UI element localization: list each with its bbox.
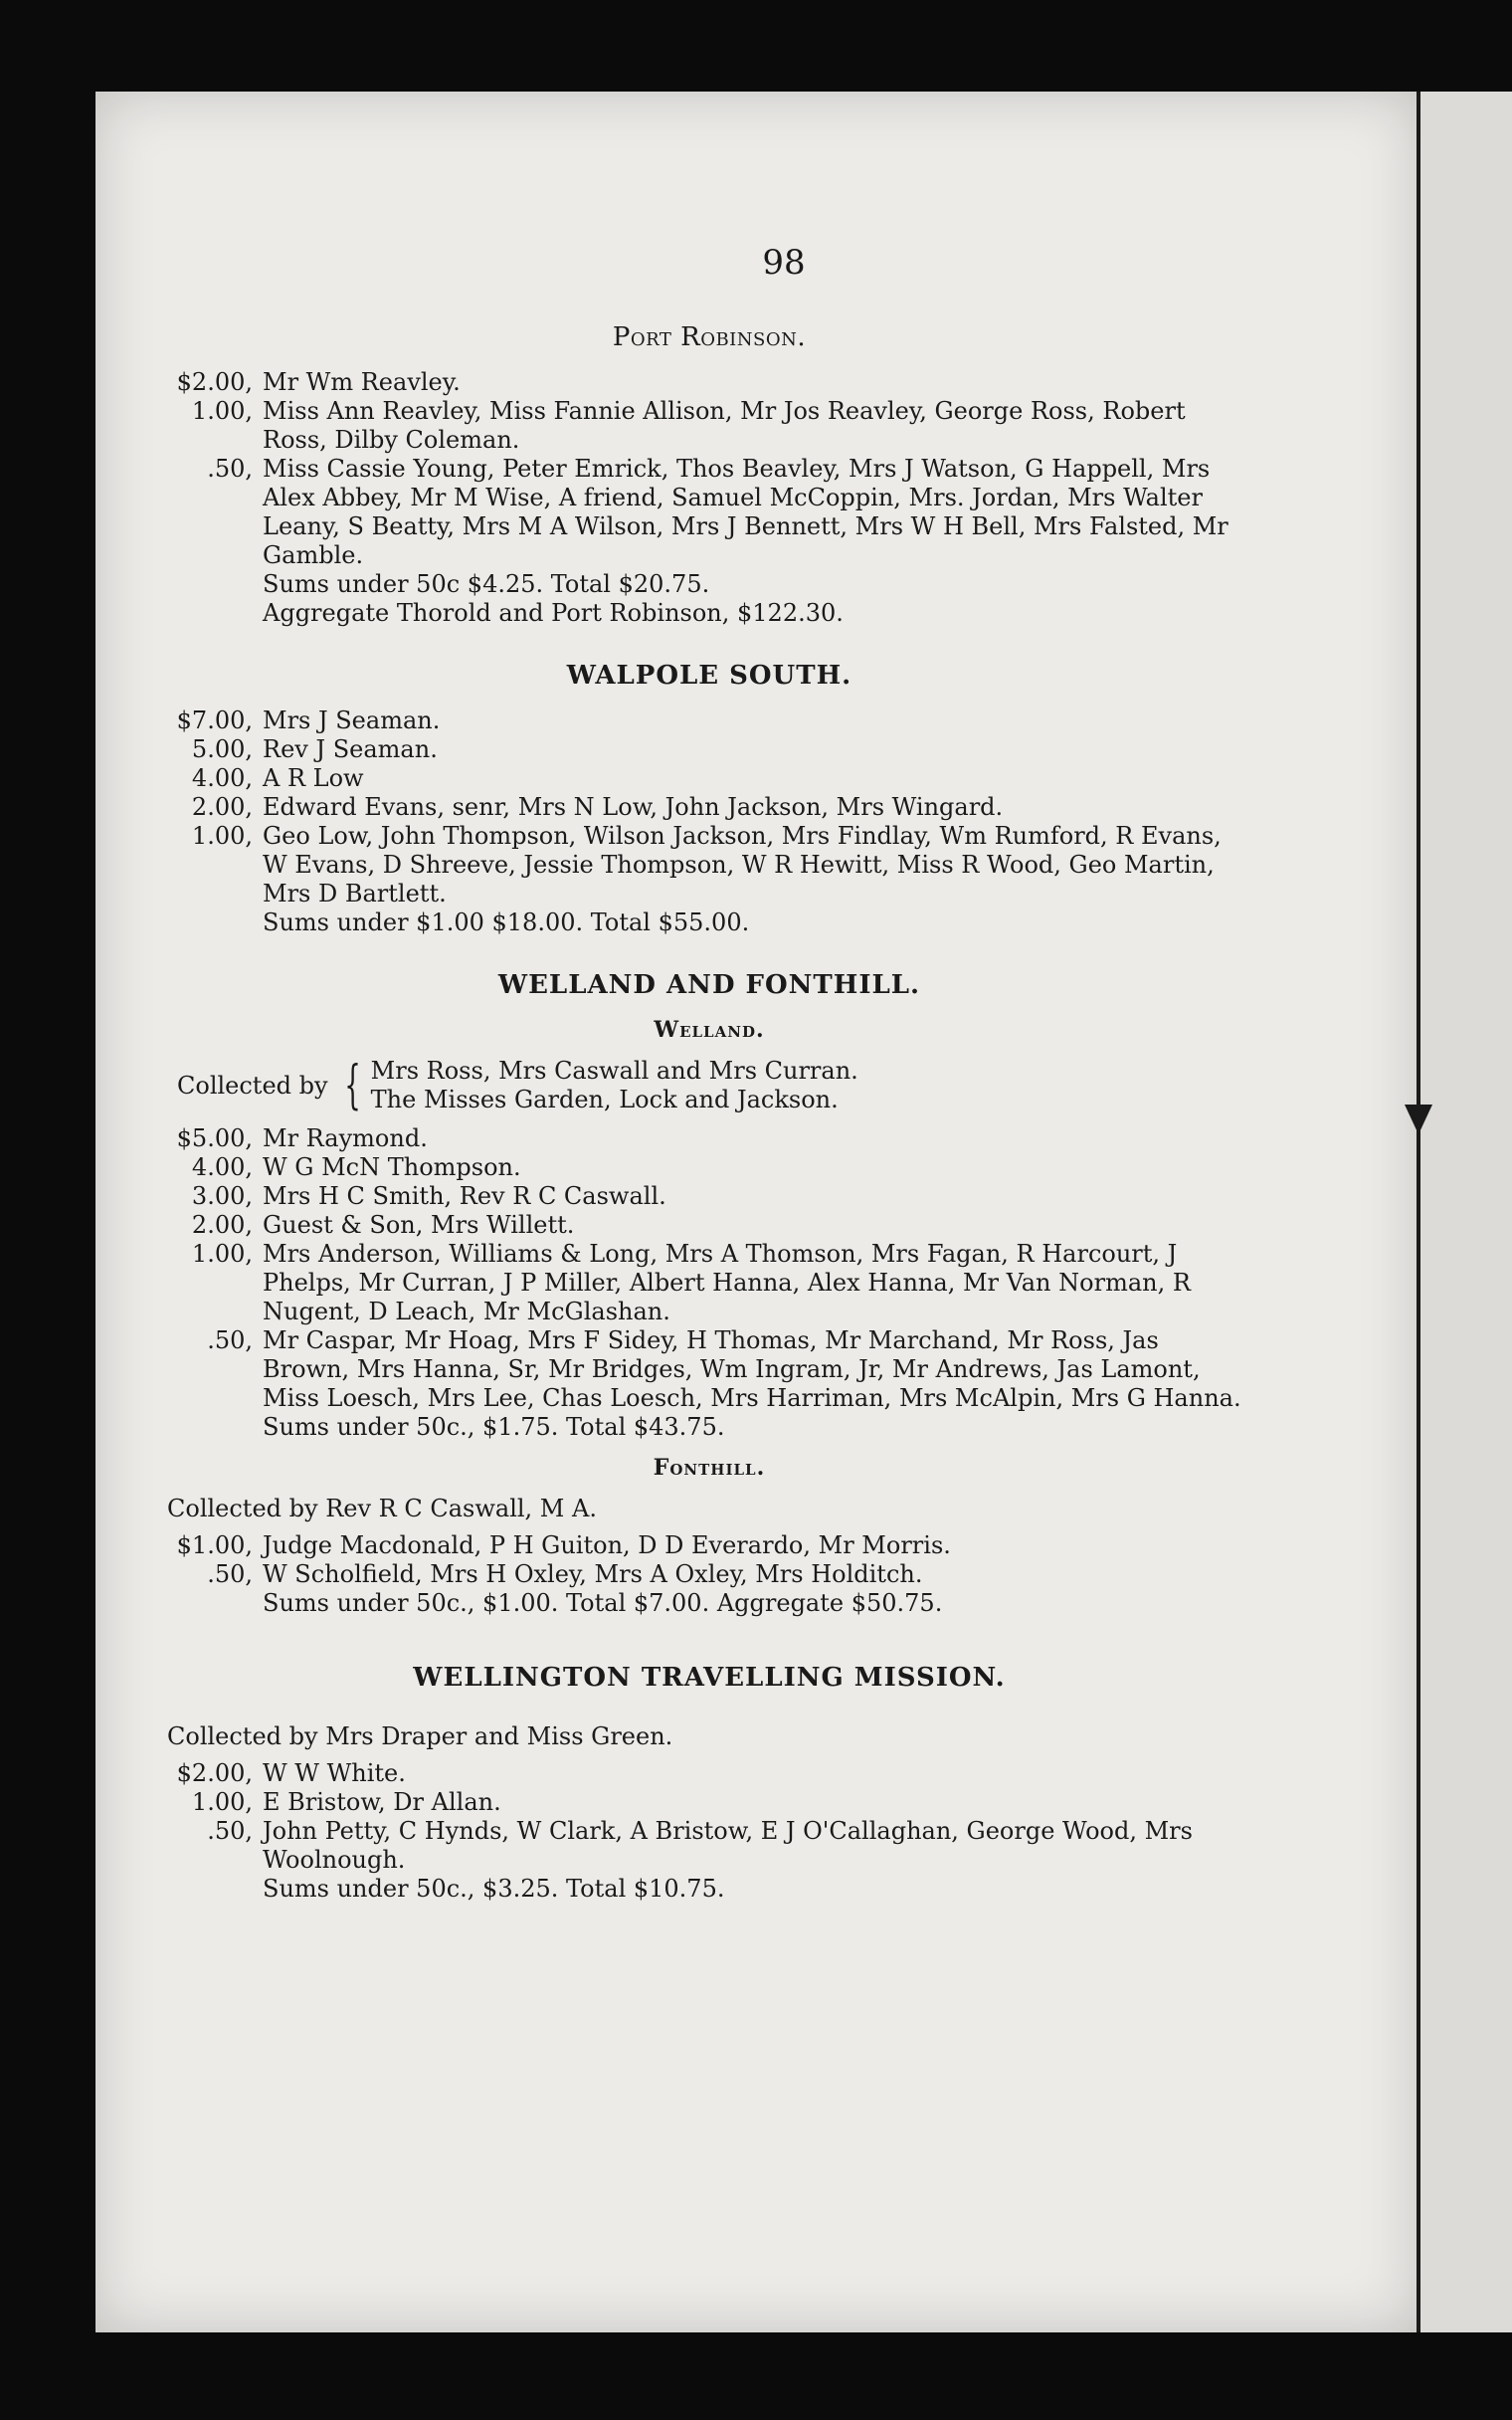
donation-entry (167, 1211, 1251, 1240)
donor-names: W G McN Thompson. (263, 1153, 521, 1181)
donor-names: W Scholfield, Mrs H Oxley, Mrs A Oxley, Mrs Holditch. (263, 1560, 923, 1588)
donation-amount: 4.00, (191, 764, 253, 792)
donation-amount: .50, (207, 1817, 253, 1845)
donor-names: Mrs H C Smith, Rev R C Caswall. (263, 1182, 666, 1210)
sums-line: Sums under 50c., $1.75. Total $43.75. (263, 1413, 725, 1441)
entry-list (167, 1124, 1251, 1413)
section-title: WELLAND AND FONTHILL. (497, 970, 921, 1000)
donation-amount: 3.00, (191, 1182, 253, 1210)
collector-line: Mrs Ross, Mrs Caswall and Mrs Curran. (370, 1057, 858, 1085)
donation-entry (167, 1560, 1251, 1589)
donation-amount: $2.00, (176, 368, 253, 396)
page-fold-line (1417, 92, 1420, 2332)
donation-entry (167, 368, 1251, 397)
donation-entry (167, 735, 1251, 764)
donation-amount: .50, (207, 1326, 253, 1354)
donation-entry (167, 1240, 1251, 1326)
donor-names: John Petty, C Hynds, W Clark, A Bristow, E J O'Callaghan, George Wood, Mrs Woolnough. (263, 1817, 1193, 1874)
donor-names: Miss Ann Reavley, Miss Fannie Allison, Mr Jos Reavley, George Ross, Robert Ross, Dilby Coleman. (263, 397, 1186, 454)
donation-entry (167, 764, 1251, 793)
donation-amount: 1.00, (191, 397, 253, 425)
sums-line: Sums under 50c., $3.25. Total $10.75. (263, 1875, 725, 1903)
donation-amount: .50, (207, 455, 253, 483)
sums-line: Sums under 50c $4.25. Total $20.75. (263, 570, 710, 598)
donation-entry (167, 397, 1251, 455)
donor-names: Mr Caspar, Mr Hoag, Mrs F Sidey, H Thomas, Mr Marchand, Mr Ross, Jas Brown, Mrs Hanna, Sr, Mr Bridges, Wm Ingram, Jr, Mr Andrews, Jas Lamont, Miss Loesch, Mrs Lee, Chas Loesch, Mrs Harriman, Mrs McAlpin, Mrs G Hanna. (263, 1326, 1241, 1412)
donation-amount: .50, (207, 1560, 253, 1588)
donor-names: Mrs Anderson, Williams & Long, Mrs A Thomson, Mrs Fagan, R Harcourt, J Phelps, Mr Curran, J P Miller, Albert Hanna, Alex Hanna, Mr Van Norman, R Nugent, D Leach, Mr McGlashan. (263, 1240, 1191, 1325)
entry-list (167, 706, 1251, 908)
donor-names: Mr Raymond. (263, 1124, 428, 1152)
aggregate-line: Aggregate Thorold and Port Robinson, $122.30. (263, 599, 844, 627)
donation-entry (167, 1153, 1251, 1182)
donation-amount: 1.00, (191, 822, 253, 850)
donation-entry (167, 706, 1251, 735)
donation-entry (167, 455, 1251, 570)
donor-names: Judge Macdonald, P H Guiton, D D Everardo, Mr Morris. (263, 1531, 951, 1559)
donor-names: Geo Low, John Thompson, Wilson Jackson, Mrs Findlay, Wm Rumford, R Evans, W Evans, D Shreeve, Jessie Thompson, W R Hewitt, Miss R Wood, Geo Martin, Mrs D Bartlett. (263, 822, 1222, 908)
donation-entry (167, 822, 1251, 908)
donation-amount: 1.00, (191, 1240, 253, 1268)
donation-amount: $7.00, (176, 706, 253, 734)
section-title: WELLINGTON TRAVELLING MISSION. (413, 1663, 1006, 1693)
page-number: 98 (762, 243, 806, 283)
donation-entry (167, 1817, 1251, 1875)
collector-lines (371, 1057, 858, 1114)
donor-names: Mrs J Seaman. (263, 706, 441, 734)
donation-amount: 2.00, (191, 1211, 253, 1239)
entry-list (167, 1531, 1251, 1589)
section-welland-fonthill (167, 971, 1251, 1618)
collector-line: The Misses Garden, Lock and Jackson. (370, 1086, 839, 1113)
section-title: Port Robinson. (612, 322, 807, 352)
donor-names: Guest & Son, Mrs Willett. (263, 1211, 575, 1239)
collected-by-line: Collected by Mrs Draper and Miss Green. (167, 1722, 673, 1750)
donor-names: Edward Evans, senr, Mrs N Low, John Jackson, Mrs Wingard. (263, 793, 1004, 821)
entry-list (167, 1759, 1251, 1875)
donor-names: A R Low (263, 764, 364, 792)
sums-line: Sums under $1.00 $18.00. Total $55.00. (263, 908, 750, 936)
collected-by-line: Collected by Rev R C Caswall, M A. (167, 1495, 597, 1522)
donor-names: Mr Wm Reavley. (263, 368, 461, 396)
section-title: WALPOLE SOUTH. (566, 661, 852, 691)
entry-list (167, 368, 1251, 570)
donor-names: Miss Cassie Young, Peter Emrick, Thos Beavley, Mrs J Watson, G Happell, Mrs Alex Abbey, Mr M Wise, A friend, Samuel McCoppin, Mrs. Jordan, Mrs Walter Leany, S Beatty, Mrs M A Wilson, Mrs J Bennett, Mrs W H Bell, Mrs Falsted, Mr Gamble. (263, 455, 1228, 569)
donation-amount: 5.00, (191, 735, 253, 763)
section-walpole-south (167, 662, 1251, 937)
subsection-title-welland: Welland. (654, 1017, 765, 1043)
donation-amount: $1.00, (176, 1531, 253, 1559)
collected-by-label: Collected by (177, 1071, 328, 1100)
donation-entry (167, 1124, 1251, 1153)
donation-amount: 1.00, (191, 1788, 253, 1816)
donation-entry (167, 1326, 1251, 1413)
donation-entry (167, 1788, 1251, 1817)
donation-entry (167, 1759, 1251, 1788)
donation-entry (167, 793, 1251, 822)
adjacent-page-edge (1418, 92, 1512, 2332)
collectors-block (167, 1057, 1251, 1114)
brace-glyph: { (343, 1056, 361, 1115)
section-wellington (167, 1664, 1251, 1904)
page-content (167, 243, 1251, 1937)
donation-entry (167, 1531, 1251, 1560)
fold-marker (1405, 1105, 1432, 1134)
donation-amount: 2.00, (191, 793, 253, 821)
subsection-title-fonthill: Fonthill. (653, 1455, 766, 1481)
donation-amount: $5.00, (176, 1124, 253, 1152)
donor-names: W W White. (263, 1759, 406, 1787)
donation-amount: $2.00, (176, 1759, 253, 1787)
donor-names: E Bristow, Dr Allan. (263, 1788, 501, 1816)
sums-line: Sums under 50c., $1.00. Total $7.00. Aggregate $50.75. (263, 1589, 943, 1617)
donation-entry (167, 1182, 1251, 1211)
donor-names: Rev J Seaman. (263, 735, 438, 763)
section-port-robinson (167, 323, 1251, 628)
donation-amount: 4.00, (191, 1153, 253, 1181)
